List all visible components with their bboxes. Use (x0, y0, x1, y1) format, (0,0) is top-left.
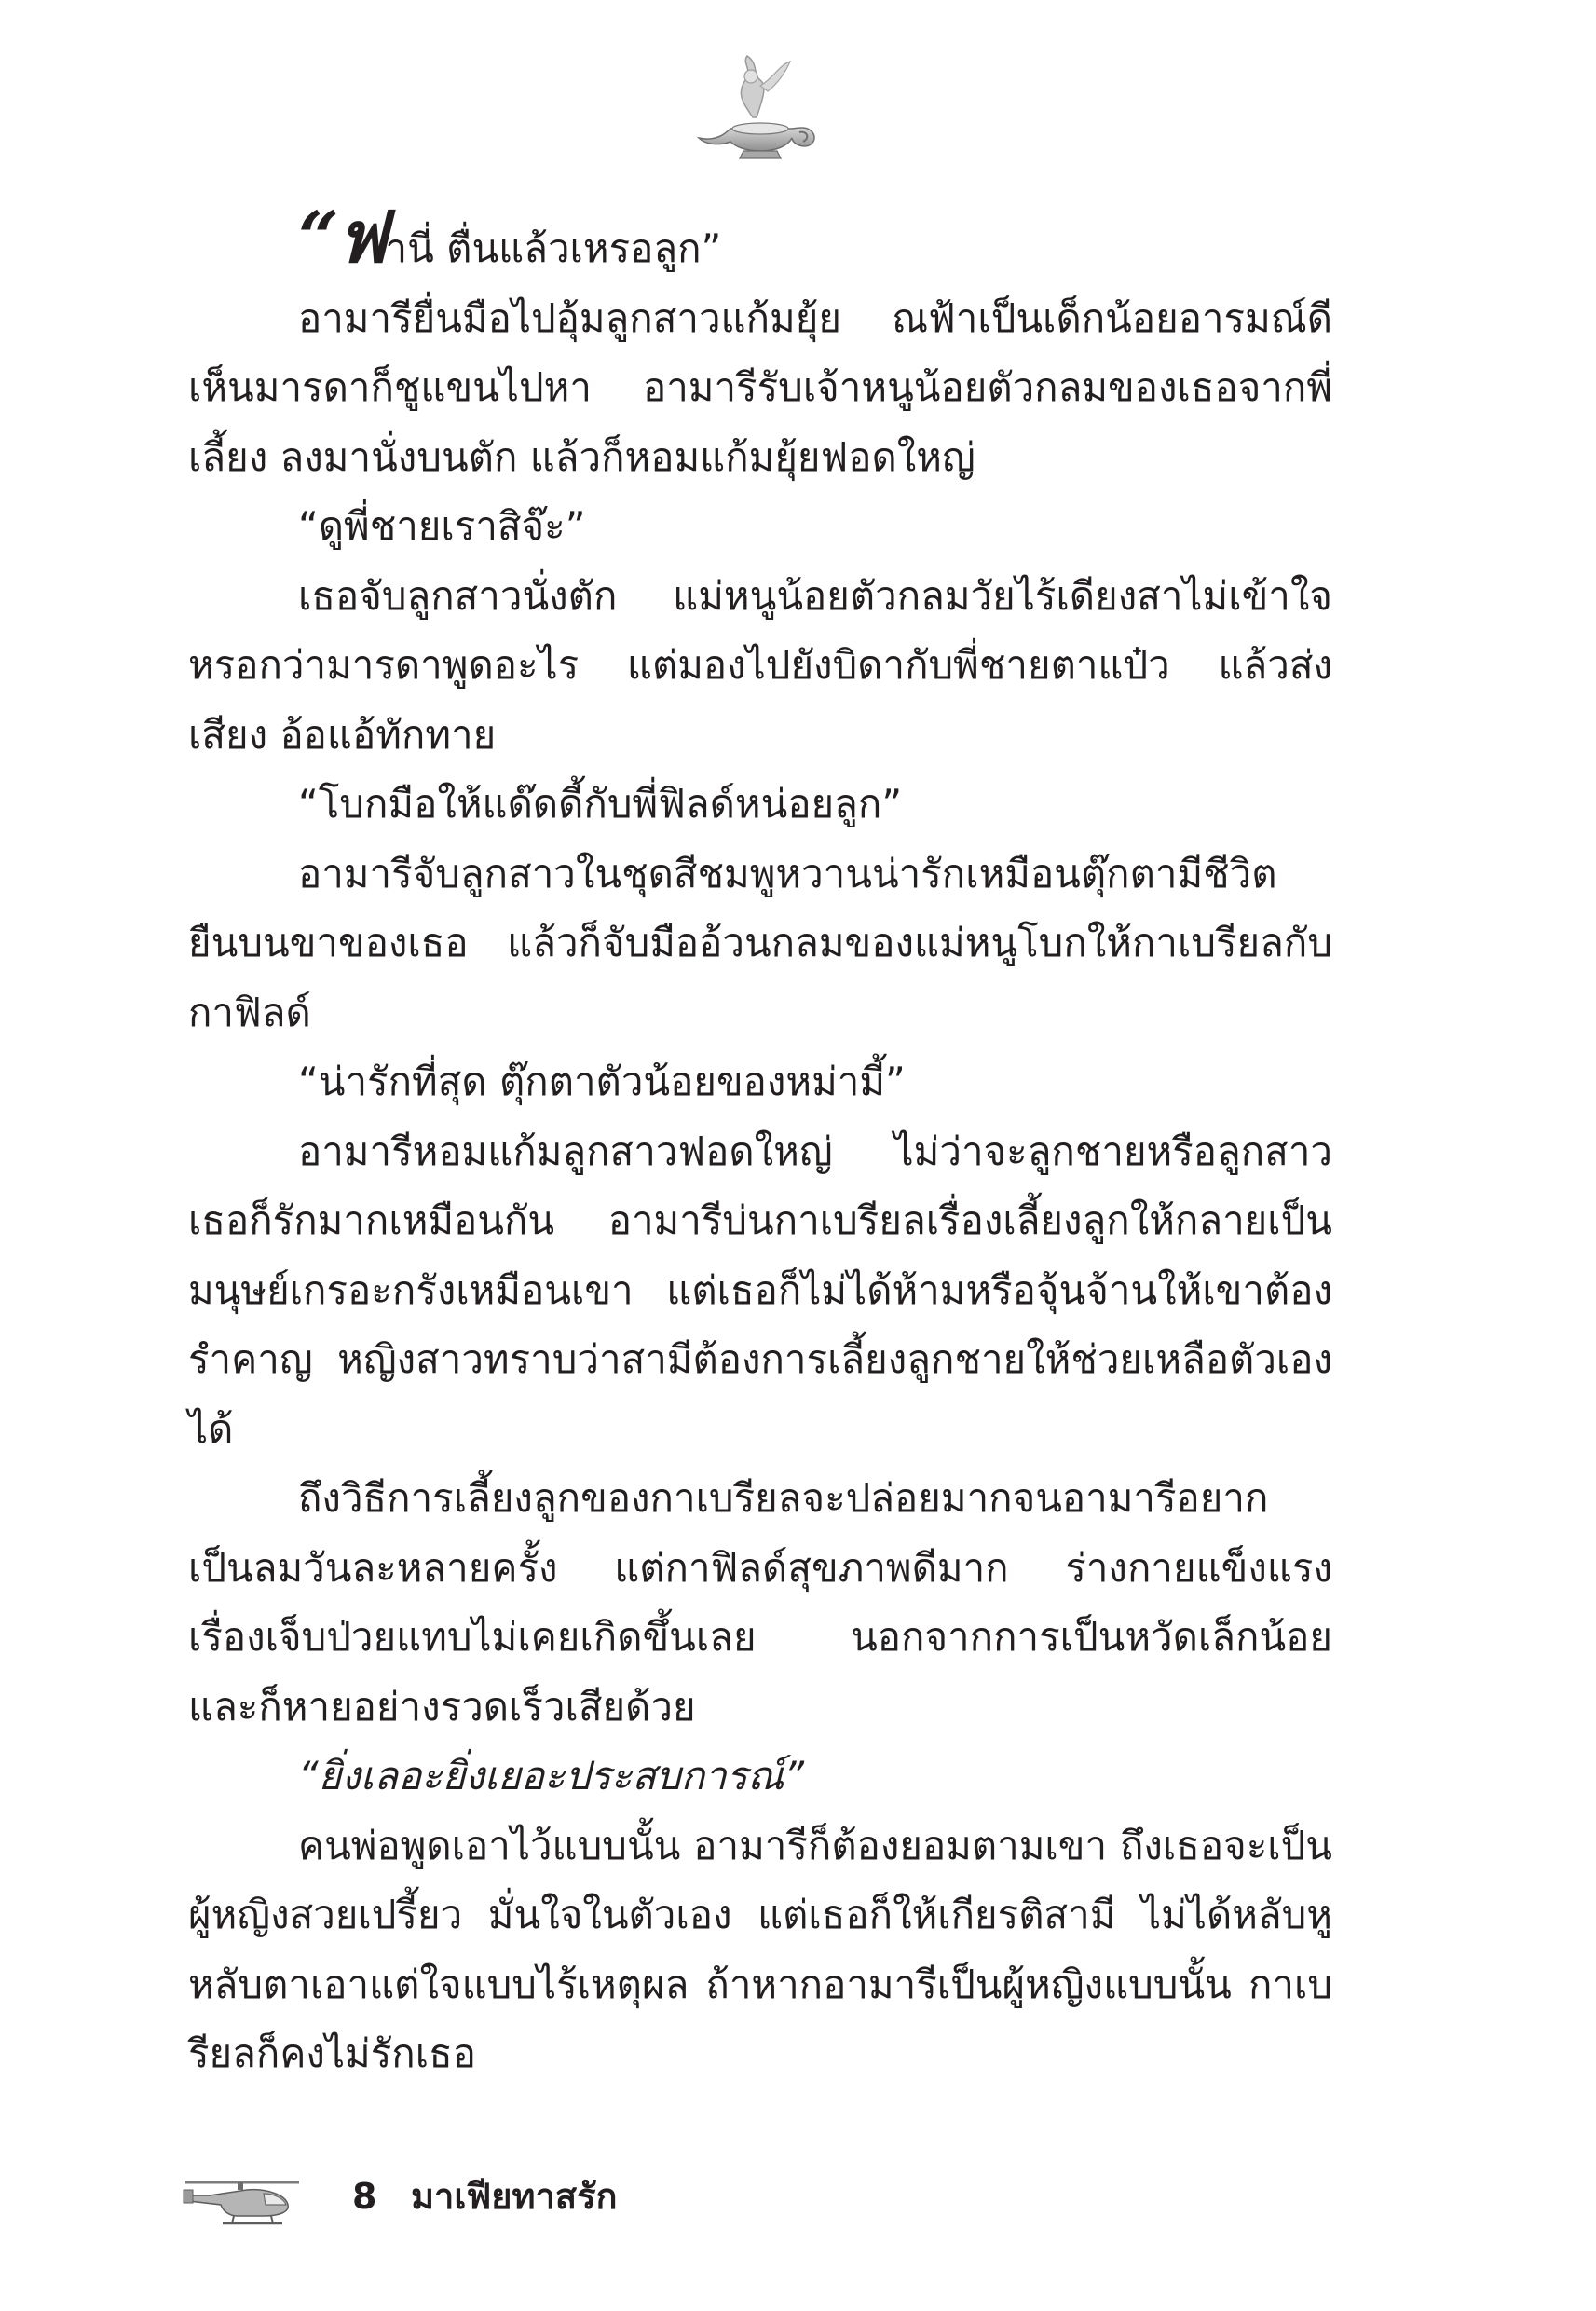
opening-text: านี่ ตื่นแล้วเหรอลูก” (385, 226, 722, 271)
paragraph: เธอจับลูกสาวนั่งตัก แม่หนูน้อยตัวกลมวัยไร้เดียงสาไม่เข้าใจ หรอกว่ามารดาพูดอะไร แต่มองไปยังบิดากับพี่ชายตาแป๋ว แล้วส่งเสียง อ้อแอ้ทักทาย (188, 572, 1332, 758)
page-footer (182, 2162, 834, 2236)
body-text (188, 196, 1332, 2076)
paragraph: คนพ่อพูดเอาไว้แบบนั้น อามารีก็ต้องยอมตามเขา ถึงเธอจะเป็น ผู้หญิงสวยเปรี้ยว มั่นใจในตัวเอง แต่เธอก็ให้เกียรติสามี ไม่ได้หลับหู หลับตาเอาแต่ใจแบบไร้เหตุผล ถ้าหากอามารีเป็นผู้หญิงแบบนั้น กาเบรียลก็คงไม่รักเธอ (188, 1822, 1332, 2076)
drop-cap: “ฟ (298, 196, 386, 279)
italic-quote: “ยิ่งเลอะยิ่งเยอะประสบการณ์” (298, 1753, 804, 1798)
dialog-line: “โบกมือให้แด๊ดดี้กับพี่ฟิลด์หน่อยลูก” (298, 781, 903, 827)
paragraph: ถึงวิธีการเลี้ยงลูกของกาเบรียลจะปล่อยมากจนอามารีอยาก เป็นลมวันละหลายครั้ง แต่กาฟิลด์สุขภาพดีมาก ร่างกายแข็งแรง เรื่องเจ็บป่วยแทบไม่เคยเกิดขึ้นเลย นอกจากการเป็นหวัดเล็กน้อย และก็หายอย่างรวดเร็วเสียด้วย (188, 1475, 1332, 1730)
dialog-line: “น่ารักที่สุด ตุ๊กตาตัวน้อยของหม่ามี้” (298, 1059, 906, 1104)
page-number: 8 (352, 2176, 377, 2217)
paragraph: อามารีจับลูกสาวในชุดสีชมพูหวานน่ารักเหมือนตุ๊กตามีชีวิต ยืนบนขาของเธอ แล้วก็จับมืออ้วนกลมของแม่หนูโบกให้กาเบรียลกับ กาฟิลด์ (188, 850, 1332, 1035)
book-title: มาเฟียทาสรัก (411, 2176, 618, 2217)
dialog-line: “ดูพี่ชายเราสิจ๊ะ” (298, 503, 586, 549)
opening-paragraph (188, 196, 1332, 284)
helicopter-icon (182, 2171, 303, 2227)
magic-lamp-icon (688, 52, 827, 164)
paragraph: อามารียื่นมือไปอุ้มลูกสาวแก้มยุ้ย ณฟ้าเป็นเด็กน้อยอารมณ์ดี เห็นมารดาก็ชูแขนไปหา อามารีรับเจ้าหนูน้อยตัวกลมของเธอจากพี่เลี้ยง ลงมานั่งบนตัก แล้วก็หอมแก้มยุ้ยฟอดใหญ่ (188, 294, 1332, 480)
paragraph: อามารีหอมแก้มลูกสาวฟอดใหญ่ ไม่ว่าจะลูกชายหรือลูกสาว เธอก็รักมากเหมือนกัน อามารีบ่นกาเบรียลเรื่องเลี้ยงลูกให้กลายเป็น มนุษย์เกรอะกรังเหมือนเขา แต่เธอก็ไม่ได้ห้ามหรือจุ้นจ้านให้เขาต้อง รำคาญ หญิงสาวทราบว่าสามีต้องการเลี้ยงลูกชายให้ช่วยเหลือตัวเองได้ (188, 1128, 1332, 1452)
